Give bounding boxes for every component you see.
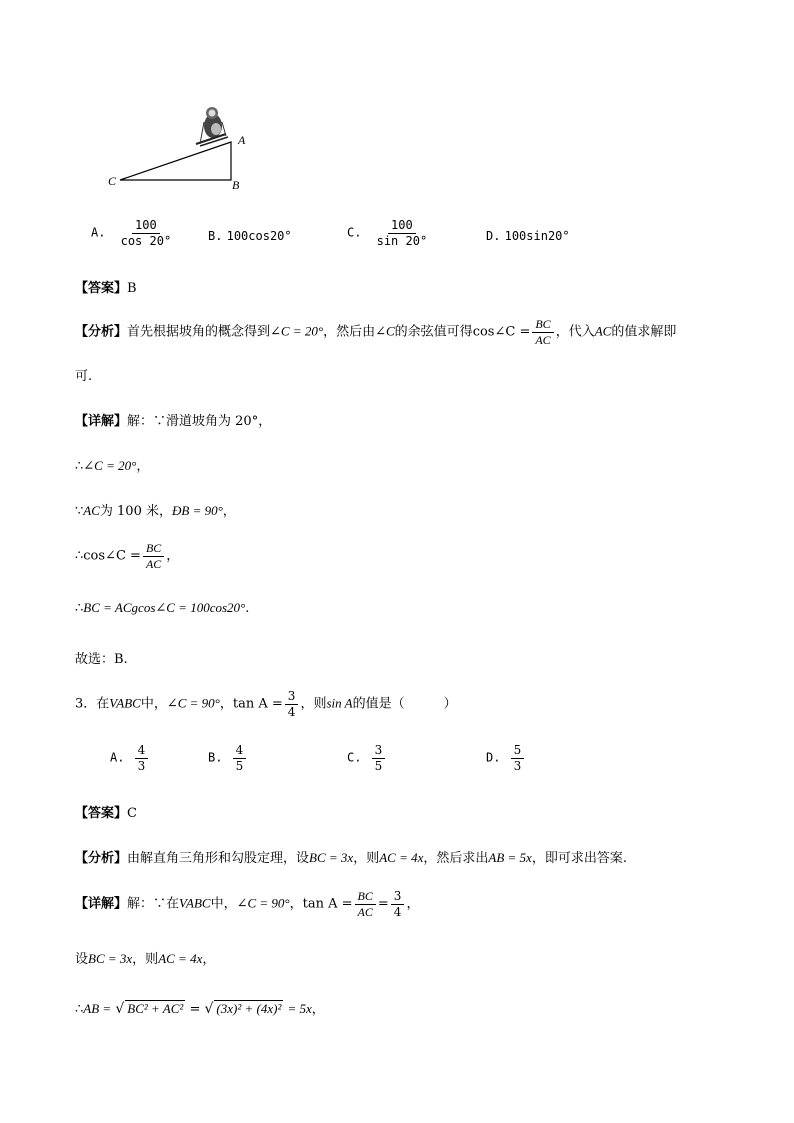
detail-text: ，则	[132, 952, 159, 967]
option-label: C.	[347, 750, 362, 765]
math-tan-a: tan A =	[232, 696, 283, 712]
analysis-tag: 【分析】	[75, 324, 128, 340]
analysis-text: ，则	[353, 851, 380, 866]
analysis-text: 的值求解即	[611, 324, 677, 340]
because-symbol: ∵	[75, 504, 84, 519]
answer-tag: 【答案】	[75, 281, 128, 296]
triangle-label: VABC	[109, 695, 141, 711]
option-d-fraction	[511, 744, 525, 772]
fraction-denominator: cos 20°	[120, 233, 172, 248]
detail-text: ，	[406, 896, 420, 912]
stem-text: 的值是（ ）	[352, 696, 457, 712]
option-b-fraction	[233, 744, 247, 772]
math-sin-a: sin A	[326, 695, 353, 711]
punctuation: ，	[311, 1002, 325, 1017]
vertex-label-a: A	[238, 133, 246, 147]
q2-detail-line4	[75, 542, 179, 570]
fraction-denominator: 5	[235, 758, 244, 773]
fraction-denominator: 4	[287, 704, 296, 719]
stem-fraction	[285, 690, 299, 718]
detail-text: 解：∵滑道坡角为 20°，	[127, 414, 272, 429]
option-label: A.	[110, 750, 125, 765]
radical-sign: √	[115, 1001, 125, 1017]
fraction-denominator: 5	[374, 758, 383, 773]
q2-choice	[75, 648, 128, 667]
math-5x: = 5x	[287, 1001, 312, 1016]
option-c-fraction	[374, 219, 431, 247]
stem-text: ，则	[300, 696, 327, 712]
equals-sign: =	[377, 896, 389, 912]
analysis-text: ，然后由	[323, 324, 376, 340]
fraction-numerator: 3	[391, 890, 405, 905]
q3-option-d[interactable]	[486, 744, 526, 772]
math-cos-c: cos∠C =	[83, 548, 141, 564]
math-tan-a: tan A =	[302, 896, 353, 912]
sqrt-content-1: BC² + AC²	[127, 1001, 184, 1016]
q3-detail-line2	[75, 948, 215, 967]
detail-fraction	[143, 542, 164, 570]
vertex-label-c: C	[108, 174, 117, 188]
analysis-text: ，代入	[555, 324, 595, 340]
detail-text: ，	[202, 952, 216, 967]
triangle-label: VABC	[179, 895, 211, 911]
detail-fraction-2	[391, 890, 405, 918]
analysis-text: 首先根据坡角的概念得到	[127, 324, 271, 340]
therefore-symbol: ∴	[75, 459, 84, 474]
punctuation: ，	[222, 504, 236, 519]
option-b-text: 100cos20°	[226, 229, 292, 243]
fraction-numerator: 3	[285, 690, 299, 705]
detail-tag: 【详解】	[75, 414, 128, 429]
analysis-fraction	[532, 318, 553, 346]
math-ab: AB =	[83, 1001, 112, 1016]
fraction-numerator: 3	[372, 744, 386, 759]
q3-option-c[interactable]	[347, 744, 387, 772]
question-number: 3．在	[75, 696, 110, 712]
q2-option-a[interactable]	[91, 219, 176, 247]
fraction-numerator: 4	[135, 744, 149, 759]
detail-text: 中，	[210, 896, 237, 912]
fraction-numerator: 100	[388, 219, 416, 234]
option-label: C.	[347, 225, 362, 240]
q2-detail-line5	[75, 600, 249, 616]
answer-value: C	[127, 806, 137, 821]
punctuation: ，	[136, 459, 150, 474]
stem-text: ，	[219, 696, 233, 712]
option-label: A.	[91, 225, 106, 240]
option-d-text: 100sin20°	[504, 229, 570, 243]
q3-option-a[interactable]	[110, 744, 150, 772]
slope-triangle	[120, 142, 231, 180]
math-expression: BC = ACgcos∠C = 100cos20°	[83, 600, 246, 615]
fraction-denominator: sin 20°	[376, 233, 428, 248]
q2-detail-line3	[75, 500, 236, 519]
radical-sign: √	[204, 1001, 214, 1017]
option-label: B.	[208, 229, 223, 243]
q2-analysis-line2	[75, 365, 92, 384]
analysis-text: 可.	[75, 369, 93, 384]
math-angle-c-90: ∠C = 90°	[236, 895, 290, 911]
analysis-text: 的余弦值可得	[394, 324, 473, 340]
math-ac: AC	[594, 323, 612, 339]
analysis-text: 由解直角三角形和勾股定理，设	[127, 851, 310, 866]
math-ac-4x: AC = 4x	[379, 850, 424, 865]
q3-detail-line3	[75, 998, 325, 1017]
q2-detail-line2	[75, 455, 149, 474]
math-angle-b: ÐB = 90°	[171, 503, 223, 518]
q3-analysis	[75, 847, 627, 866]
analysis-text: ，即可求出答案.	[531, 851, 627, 866]
fraction-denominator: AC	[145, 556, 162, 571]
q3-detail-line1	[75, 890, 419, 918]
math-angle-c-90: ∠C = 90°	[166, 695, 220, 711]
q3-stem	[75, 690, 457, 718]
choice-text: 故选：B.	[75, 652, 128, 667]
fraction-denominator: AC	[535, 332, 551, 347]
q2-option-d[interactable]	[486, 229, 570, 244]
math-bc-3x: BC = 3x	[88, 951, 133, 966]
skier-icon	[196, 107, 228, 146]
vertex-label-b: B	[232, 178, 240, 192]
math-cos-c: cos∠C =	[472, 324, 531, 340]
option-a-fraction	[135, 744, 149, 772]
option-label: D.	[486, 229, 501, 243]
stem-text: 中，	[140, 696, 167, 712]
math-angle-c: ∠C	[375, 323, 395, 339]
fraction-numerator: BC	[532, 318, 553, 333]
fraction-denominator: 3	[513, 758, 522, 773]
fraction-numerator: 4	[233, 744, 247, 759]
therefore-symbol: ∴	[75, 601, 84, 616]
q2-option-c[interactable]	[347, 219, 432, 247]
q2-analysis-line1	[75, 318, 676, 346]
q2-answer	[75, 277, 137, 296]
option-a-fraction	[118, 219, 175, 247]
fraction-numerator: 100	[132, 219, 160, 234]
math-ab-5x: AB = 5x	[488, 850, 532, 865]
q3-answer	[75, 802, 137, 821]
detail-text: ，	[289, 896, 303, 912]
option-label: B.	[208, 750, 223, 765]
math-expression: ∠C = 20°	[83, 458, 137, 473]
math-ac: AC	[83, 503, 100, 518]
answer-value: B	[127, 281, 137, 296]
analysis-text: ，然后求出	[423, 851, 489, 866]
math-ac-4x: AC = 4x	[158, 951, 203, 966]
fraction-denominator: 4	[393, 904, 402, 919]
option-c-fraction	[372, 744, 386, 772]
punctuation: ，	[166, 548, 180, 564]
math-bc-3x: BC = 3x	[309, 850, 354, 865]
detail-text: 设	[75, 952, 89, 967]
detail-fraction-1	[355, 890, 376, 918]
option-label: D.	[486, 750, 501, 765]
q2-option-b[interactable]	[208, 229, 292, 244]
q2-detail-line1	[75, 410, 271, 429]
detail-text: 解：∵在	[127, 896, 180, 912]
sqrt-content-2: (3x)² + (4x)²	[216, 1001, 282, 1016]
fraction-numerator: BC	[143, 542, 164, 557]
math-angle-c-20: ∠C = 20°	[270, 323, 324, 339]
detail-tag: 【详解】	[75, 896, 128, 912]
answer-tag: 【答案】	[75, 806, 128, 821]
fraction-denominator: AC	[357, 904, 373, 919]
equals-sign: =	[189, 1002, 201, 1017]
therefore-symbol: ∴	[75, 1002, 84, 1017]
fraction-numerator: 5	[511, 744, 525, 759]
detail-text: 为 100 米，	[99, 504, 172, 519]
analysis-tag: 【分析】	[75, 851, 128, 866]
punctuation: .	[245, 601, 250, 616]
fraction-denominator: 3	[137, 758, 146, 773]
q3-option-b[interactable]	[208, 744, 248, 772]
fraction-numerator: BC	[355, 890, 376, 905]
therefore-symbol: ∴	[75, 548, 84, 564]
